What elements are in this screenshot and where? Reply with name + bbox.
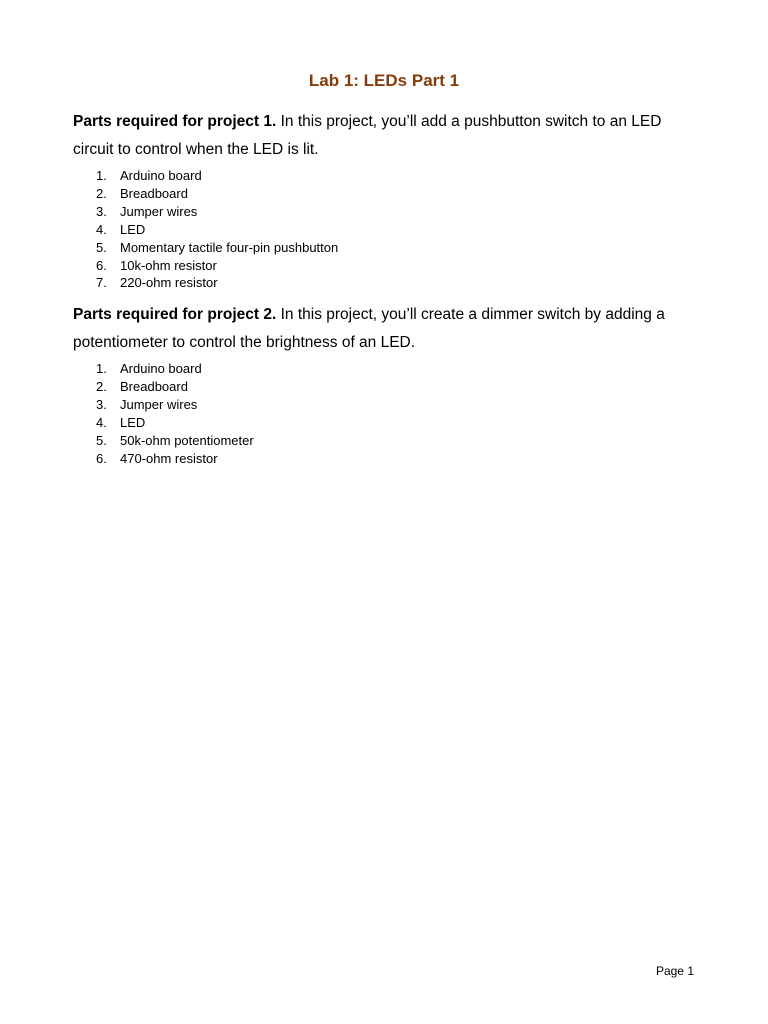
list-item-number: 5. — [96, 239, 107, 255]
list-item-text: 220-ohm resistor — [120, 275, 218, 291]
list-item — [73, 203, 703, 221]
project-1-lead: Parts required for project 1. — [73, 113, 277, 130]
list-item-text: Arduino board — [120, 168, 202, 183]
list-item-number: 5. — [96, 432, 107, 448]
list-item-number: 1. — [96, 361, 107, 376]
project-2-description: In this project, you’ll create a dimmer switch by adding a potentiometer to control the brightness of an LED. — [73, 306, 665, 351]
list-item-text: LED — [120, 221, 146, 237]
list-item — [73, 221, 703, 239]
list-item-text: Jumper wires — [120, 396, 198, 412]
list-item-number: 7. — [96, 275, 107, 291]
project-1-intro — [73, 108, 703, 163]
project-1-section — [73, 108, 703, 292]
list-item-text: Arduino board — [120, 361, 202, 376]
list-item-number: 3. — [96, 396, 107, 412]
list-item-text: 470-ohm resistor — [120, 450, 218, 466]
list-item — [73, 378, 703, 396]
list-item-text: LED — [120, 414, 146, 430]
project-2-intro — [73, 301, 703, 356]
list-item-number: 6. — [96, 257, 107, 273]
list-item — [73, 167, 703, 185]
list-item-number: 3. — [96, 203, 107, 219]
list-item-text: Breadboard — [120, 185, 188, 201]
project-1-parts-list — [73, 167, 703, 292]
list-item — [73, 396, 703, 414]
list-item — [73, 432, 703, 450]
project-1-description: In this project, you’ll add a pushbutton switch to an LED circuit to control when the LED is lit. — [73, 113, 662, 158]
list-item-text: 50k-ohm potentiometer — [120, 432, 254, 448]
list-item-text: Momentary tactile four-pin pushbutton — [120, 239, 339, 255]
list-item-text: Breadboard — [120, 378, 188, 394]
list-item-number: 6. — [96, 450, 107, 466]
project-2-section — [73, 301, 703, 467]
list-item-text: 10k-ohm resistor — [120, 257, 217, 273]
list-item — [73, 414, 703, 432]
list-item — [73, 257, 703, 275]
list-item — [73, 185, 703, 203]
list-item-number: 2. — [96, 378, 107, 394]
list-item — [73, 239, 703, 257]
list-item-number: 1. — [96, 168, 107, 183]
list-item-text: Jumper wires — [120, 203, 198, 219]
list-item-number: 2. — [96, 185, 107, 201]
list-item — [73, 360, 703, 378]
project-2-lead: Parts required for project 2. — [73, 306, 277, 323]
list-item-number: 4. — [96, 221, 107, 237]
page-number: Page 1 — [655, 964, 694, 978]
list-item-number: 4. — [96, 414, 107, 430]
project-2-parts-list — [73, 360, 703, 467]
list-item — [73, 450, 703, 468]
page-title: Lab 1: LEDs Part 1 — [308, 71, 460, 90]
list-item — [73, 274, 703, 292]
